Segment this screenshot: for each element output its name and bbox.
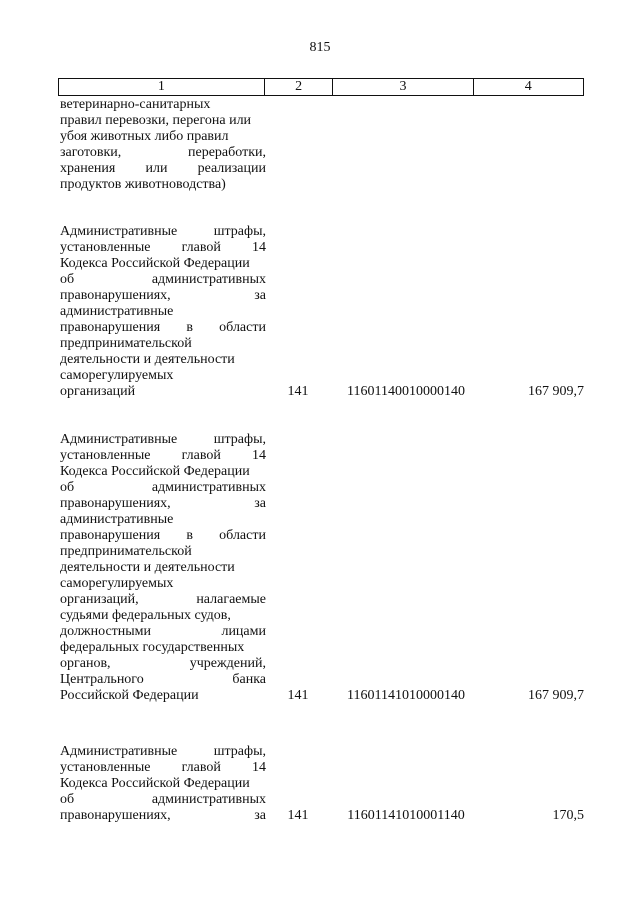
column-header-2: 2 bbox=[264, 79, 333, 96]
row-amount: 167 909,7 bbox=[528, 688, 584, 703]
description-word: реализации bbox=[197, 161, 266, 176]
description-word: установленные bbox=[60, 240, 151, 255]
description-word: правонарушения bbox=[60, 320, 161, 335]
description-word: саморегулируемых bbox=[60, 576, 174, 591]
description-word: убоя животных либо правил bbox=[60, 129, 229, 144]
description-word: Российской Федерации bbox=[60, 688, 199, 703]
row-code: 141 bbox=[287, 808, 309, 823]
description-line bbox=[60, 576, 266, 592]
description-word: главой bbox=[181, 240, 221, 255]
description-line bbox=[60, 640, 266, 656]
description-line bbox=[60, 113, 266, 129]
row-description bbox=[60, 97, 266, 193]
description-word: предпринимательской bbox=[60, 544, 192, 559]
description-line bbox=[60, 760, 266, 776]
description-word: организаций, bbox=[60, 592, 139, 607]
description-word: области bbox=[219, 528, 266, 543]
description-line bbox=[60, 288, 266, 304]
description-word: установленные bbox=[60, 448, 151, 463]
description-word: установленные bbox=[60, 760, 151, 775]
row-code: 141 bbox=[287, 384, 309, 399]
description-line bbox=[60, 592, 266, 608]
description-line bbox=[60, 688, 266, 704]
description-word: Административные bbox=[60, 432, 178, 447]
description-line bbox=[60, 496, 266, 512]
description-word: Административные bbox=[60, 744, 178, 759]
description-line bbox=[60, 272, 266, 288]
description-word: судьями федеральных судов, bbox=[60, 608, 231, 623]
description-line bbox=[60, 256, 266, 272]
description-word: штрафы, bbox=[213, 224, 266, 239]
row-description bbox=[60, 744, 266, 824]
description-word: правил перевозки, перегона или bbox=[60, 113, 252, 128]
description-word: за bbox=[254, 288, 266, 303]
description-line bbox=[60, 512, 266, 528]
row-code: 141 bbox=[287, 688, 309, 703]
description-word: Административные bbox=[60, 224, 178, 239]
description-line bbox=[60, 97, 266, 113]
description-word: правонарушениях, bbox=[60, 808, 171, 823]
column-header-3: 3 bbox=[333, 79, 473, 96]
description-line bbox=[60, 776, 266, 792]
description-word: административных bbox=[151, 272, 266, 287]
description-word: главой bbox=[181, 448, 221, 463]
description-word: в bbox=[186, 320, 193, 335]
description-word: об bbox=[60, 792, 75, 807]
description-word: в bbox=[186, 528, 193, 543]
row-kbk: 11601140010000140 bbox=[347, 384, 465, 399]
description-line bbox=[60, 224, 266, 240]
description-word: административных bbox=[151, 480, 266, 495]
description-line bbox=[60, 384, 266, 400]
description-word: Центрального bbox=[60, 672, 144, 687]
description-line bbox=[60, 304, 266, 320]
description-word: деятельности и деятельности bbox=[60, 560, 235, 575]
description-word: Кодекса Российской Федерации bbox=[60, 464, 250, 479]
row-amount: 167 909,7 bbox=[528, 384, 584, 399]
description-word: штрафы, bbox=[213, 744, 266, 759]
description-line bbox=[60, 448, 266, 464]
description-line bbox=[60, 744, 266, 760]
description-word: лицами bbox=[221, 624, 266, 639]
description-word: предпринимательской bbox=[60, 336, 192, 351]
row-amount: 170,5 bbox=[552, 808, 584, 823]
description-line bbox=[60, 560, 266, 576]
description-word: федеральных государственных bbox=[60, 640, 245, 655]
row-description bbox=[60, 432, 266, 704]
description-word: организаций bbox=[60, 384, 136, 399]
description-line bbox=[60, 240, 266, 256]
description-word: саморегулируемых bbox=[60, 368, 174, 383]
description-word: Кодекса Российской Федерации bbox=[60, 776, 250, 791]
column-header-1: 1 bbox=[59, 79, 265, 96]
description-line bbox=[60, 161, 266, 177]
row-description bbox=[60, 224, 266, 400]
description-line bbox=[60, 129, 266, 145]
description-line bbox=[60, 528, 266, 544]
description-word: правонарушениях, bbox=[60, 288, 171, 303]
description-word: главой bbox=[181, 760, 221, 775]
description-line bbox=[60, 464, 266, 480]
description-line bbox=[60, 320, 266, 336]
description-word: ветеринарно-санитарных bbox=[60, 97, 211, 112]
description-word: хранения bbox=[60, 161, 116, 176]
description-word: об bbox=[60, 480, 75, 495]
description-word: за bbox=[254, 808, 266, 823]
description-line bbox=[60, 624, 266, 640]
description-line bbox=[60, 352, 266, 368]
description-word: административных bbox=[151, 792, 266, 807]
description-word: налагаемые bbox=[196, 592, 266, 607]
description-word: или bbox=[145, 161, 168, 176]
description-word: 14 bbox=[251, 240, 266, 255]
description-word: области bbox=[219, 320, 266, 335]
description-word: органов, bbox=[60, 656, 111, 671]
description-word: банка bbox=[232, 672, 266, 687]
description-word: учреждений, bbox=[189, 656, 266, 671]
description-line bbox=[60, 145, 266, 161]
description-line bbox=[60, 177, 266, 193]
description-line bbox=[60, 608, 266, 624]
description-line bbox=[60, 544, 266, 560]
column-header-4: 4 bbox=[473, 79, 583, 96]
description-line bbox=[60, 336, 266, 352]
description-line bbox=[60, 808, 266, 824]
description-word: правонарушениях, bbox=[60, 496, 171, 511]
description-line bbox=[60, 792, 266, 808]
description-word: деятельности и деятельности bbox=[60, 352, 235, 367]
description-word: административные bbox=[60, 512, 174, 527]
description-line bbox=[60, 480, 266, 496]
description-line bbox=[60, 368, 266, 384]
row-kbk: 11601141010000140 bbox=[347, 688, 465, 703]
description-word: административные bbox=[60, 304, 174, 319]
column-header-table bbox=[58, 78, 584, 96]
page-number: 815 bbox=[309, 40, 331, 55]
description-word: переработки, bbox=[188, 145, 266, 160]
description-word: заготовки, bbox=[60, 145, 122, 160]
description-word: штрафы, bbox=[213, 432, 266, 447]
description-word: за bbox=[254, 496, 266, 511]
description-word: об bbox=[60, 272, 75, 287]
description-word: Кодекса Российской Федерации bbox=[60, 256, 250, 271]
description-word: 14 bbox=[251, 760, 266, 775]
description-word: 14 bbox=[251, 448, 266, 463]
description-line bbox=[60, 672, 266, 688]
description-word: продуктов животноводства) bbox=[60, 177, 226, 192]
description-word: правонарушения bbox=[60, 528, 161, 543]
description-word: должностными bbox=[60, 624, 152, 639]
description-line bbox=[60, 432, 266, 448]
row-kbk: 11601141010001140 bbox=[347, 808, 465, 823]
description-line bbox=[60, 656, 266, 672]
